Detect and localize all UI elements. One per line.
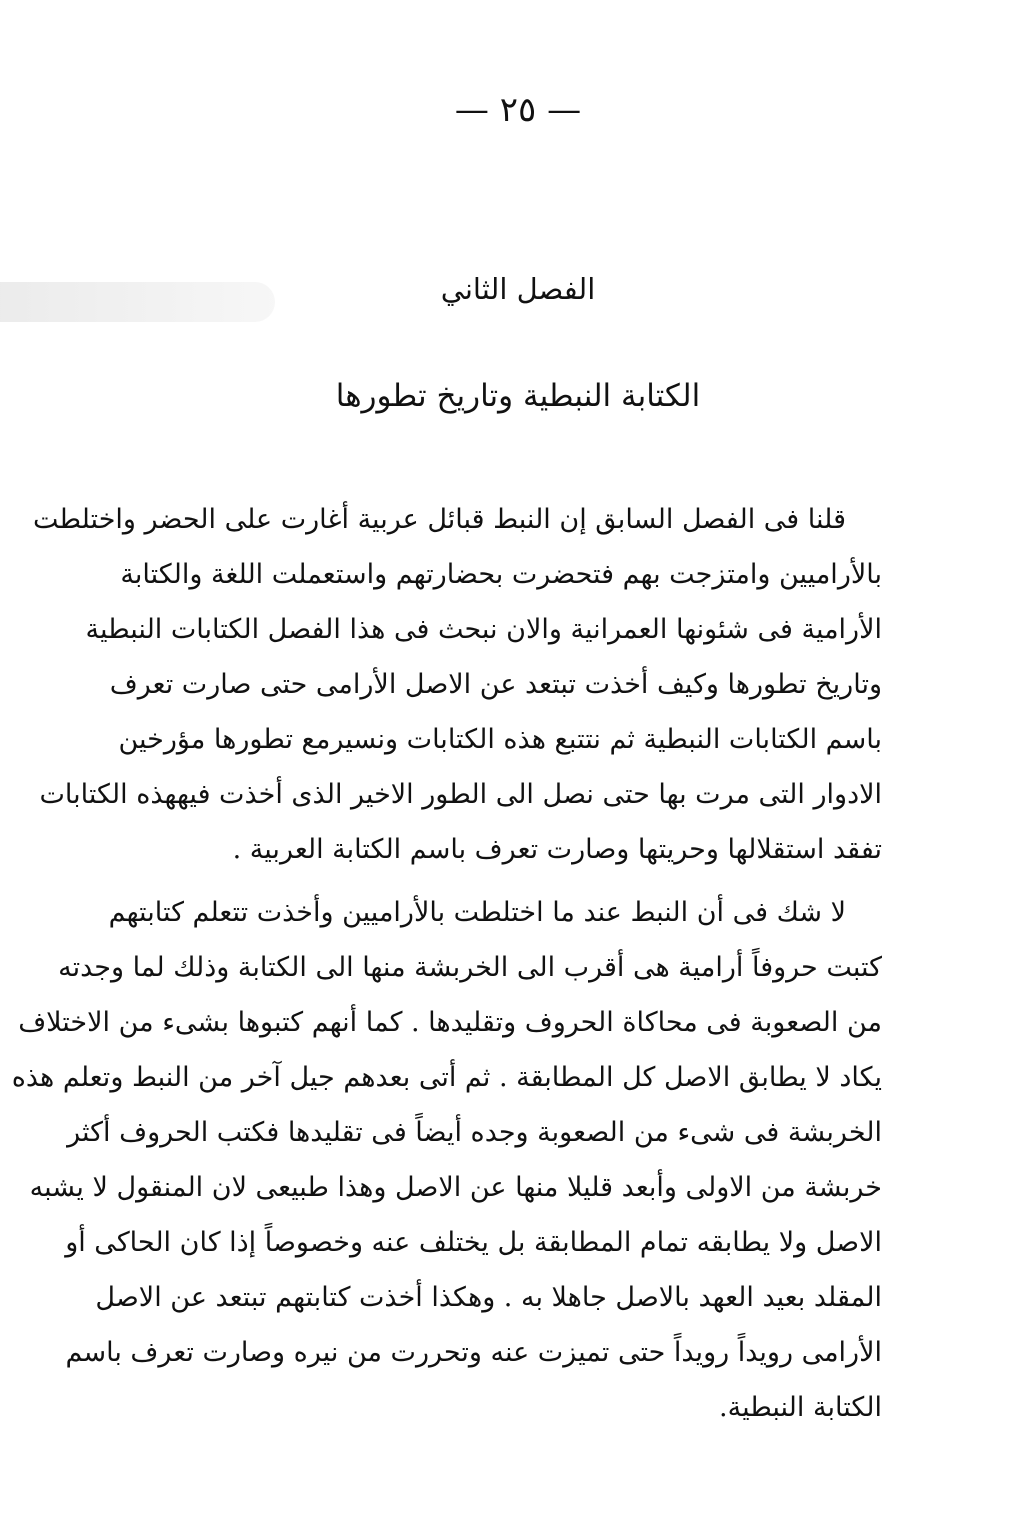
- text-line: يكاد لا يطابق الاصل كل المطابقة . ثم أتى بعدهم جيل آخر من النبط وتعلم هذه: [11, 1062, 882, 1093]
- text-line: الكتابة النبطية.: [719, 1392, 882, 1423]
- text-line: خربشة من الاولى وأبعد قليلا منها عن الاصل وهذا طبيعى لان المنقول لا يشبه: [29, 1172, 882, 1203]
- text-line: قلنا فى الفصل السابق إن النبط قبائل عربية أغارت على الحضر واختلطت: [32, 504, 846, 535]
- page-number: — ٢٥ —: [454, 90, 582, 130]
- text-line: تفقد استقلالها وحريتها وصارت تعرف باسم الكتابة العربية .: [232, 834, 882, 865]
- text-line: من الصعوبة فى محاكاة الحروف وتقليدها . كما أنهم كتبوها بشىء من الاختلاف: [18, 1007, 882, 1038]
- text-line: المقلد بعيد العهد بالاصل جاهلا به . وهكذا أخذت كتابتهم تبتعد عن الاصل: [95, 1282, 882, 1313]
- paragraph-1: [32, 492, 882, 877]
- text-line: الادوار التى مرت بها حتى نصل الى الطور الاخير الذى أخذت فيههذه الكتابات: [39, 779, 882, 810]
- text-line: باسم الكتابات النبطية ثم نتتبع هذه الكتابات ونسيرمع تطورها مؤرخين: [118, 724, 882, 755]
- text-line: الأرامى رويداً رويداً حتى تميزت عنه وتحررت من نيره وصارت تعرف باسم: [65, 1337, 882, 1368]
- chapter-title: الفصل الثاني: [440, 272, 596, 306]
- text-line: لا شك فى أن النبط عند ما اختلطت بالأراميين وأخذت تتعلم كتابتهم: [108, 897, 846, 928]
- text-line: الأرامية فى شئونها العمرانية والان نبحث فى هذا الفصل الكتابات النبطية: [85, 614, 882, 645]
- text-line: الخربشة فى شىء من الصعوبة وجده أيضاً فى تقليدها فكتب الحروف أكثر: [67, 1117, 882, 1148]
- text-line: بالأراميين وامتزجت بهم فتحضرت بحضارتهم واستعملت اللغة والكتابة: [120, 559, 882, 590]
- text-line: الاصل ولا يطابقه تمام المطابقة بل يختلف عنه وخصوصاً إذا كان الحاكى أو: [65, 1227, 882, 1258]
- text-line: وتاريخ تطورها وكيف أخذت تبتعد عن الاصل الأرامى حتى صارت تعرف: [109, 669, 882, 700]
- paragraph-2: [11, 885, 882, 1435]
- text-line: كتبت حروفاً أرامية هى أقرب الى الخربشة منها الى الكتابة وذلك لما وجدته: [58, 952, 882, 983]
- section-title: الكتابة النبطية وتاريخ تطورها: [335, 378, 701, 414]
